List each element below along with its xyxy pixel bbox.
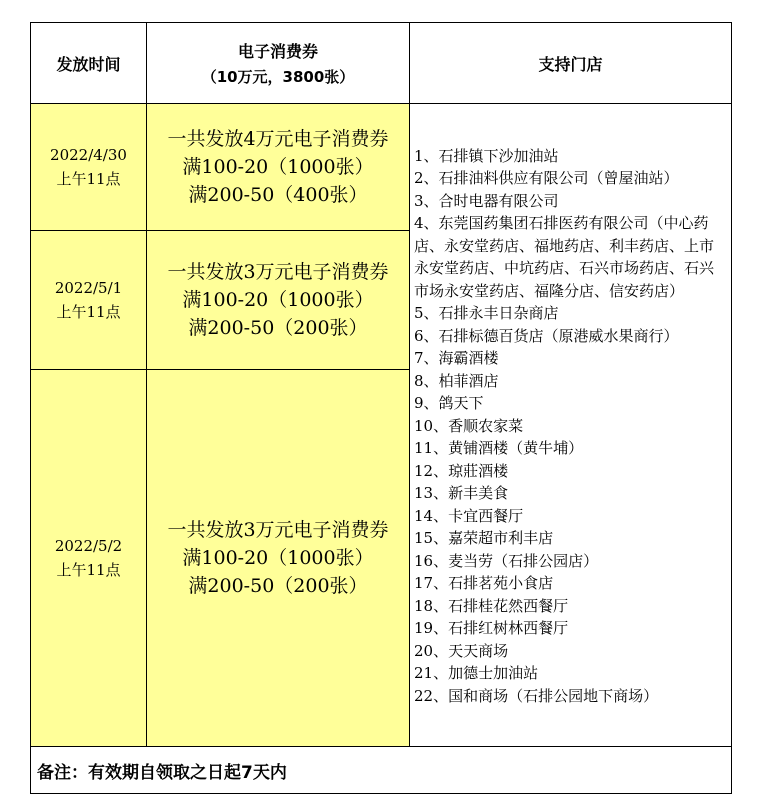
header-voucher <box>147 23 410 104</box>
store-item: 13、新丰美食 <box>414 484 509 503</box>
header-voucher-sub: （10万元，3800张） <box>201 68 355 86</box>
note-row <box>31 747 732 794</box>
store-item: 9、鸽天下 <box>414 394 484 413</box>
header-row <box>31 23 732 104</box>
store-item: 21、加德士加油站 <box>414 664 539 683</box>
store-item: 5、石排永丰日杂商店 <box>414 304 559 323</box>
store-item: 12、琼莊酒楼 <box>414 461 509 480</box>
note-text: 备注：有效期自领取之日起7天内 <box>31 747 732 794</box>
store-list <box>410 104 732 747</box>
voucher-total: 一共发放3万元电子消费券 <box>167 261 389 283</box>
store-item: 8、柏菲酒店 <box>414 371 499 390</box>
issue-time-1 <box>31 104 147 231</box>
voucher-tier-200: 满200-50（200张） <box>188 575 368 597</box>
voucher-tier-100: 满100-20（1000张） <box>182 289 374 311</box>
voucher-cell-2 <box>147 231 410 370</box>
store-item: 7、海霸酒楼 <box>414 349 499 368</box>
store-item: 17、石排茗苑小食店 <box>414 574 554 593</box>
voucher-tier-200: 满200-50（200张） <box>188 317 368 339</box>
issue-date: 2022/5/1 <box>54 279 123 297</box>
voucher-cell-3 <box>147 370 410 747</box>
store-item: 18、石排桂花然西餐厅 <box>414 596 569 615</box>
voucher-tier-200: 满200-50（400张） <box>188 184 368 206</box>
header-stores: 支持门店 <box>410 23 732 104</box>
store-item: 22、国和商场（石排公园地下商场） <box>414 686 659 705</box>
issue-time-3 <box>31 370 147 747</box>
header-voucher-title: 电子消费券 <box>237 42 318 61</box>
issue-time-2 <box>31 231 147 370</box>
store-item: 2、石排油料供应有限公司（曾屋油站） <box>414 169 679 188</box>
issue-hour: 上午11点 <box>56 561 121 579</box>
voucher-tier-100: 满100-20（1000张） <box>182 156 374 178</box>
store-item: 4、东莞国药集团石排医药有限公司（中心药店、永安堂药店、福地药店、利丰药店、上市永安堂药店、中坑药店、石兴市场药店、石兴市场永安堂药店、福隆分店、信安药店） <box>414 214 715 300</box>
store-item: 16、麦当劳（石排公园店） <box>414 551 599 570</box>
voucher-total: 一共发放3万元电子消费券 <box>167 519 389 541</box>
issue-row-1 <box>31 104 732 231</box>
voucher-total: 一共发放4万元电子消费券 <box>167 128 389 150</box>
voucher-table <box>30 22 732 794</box>
store-item: 15、嘉荣超市利丰店 <box>414 529 554 548</box>
issue-hour: 上午11点 <box>56 170 121 188</box>
store-item: 14、卡宜西餐厅 <box>414 506 524 525</box>
issue-date: 2022/4/30 <box>50 146 127 164</box>
store-item: 19、石排红树林西餐厅 <box>414 619 569 638</box>
header-time: 发放时间 <box>31 23 147 104</box>
store-item: 11、黄铺酒楼（黄牛埔） <box>414 439 584 458</box>
store-item: 20、天天商场 <box>414 641 509 660</box>
voucher-tier-100: 满100-20（1000张） <box>182 547 374 569</box>
issue-hour: 上午11点 <box>56 303 121 321</box>
issue-date: 2022/5/2 <box>54 537 123 555</box>
store-item: 1、石排镇下沙加油站 <box>414 146 559 165</box>
store-item: 10、香顺农家菜 <box>414 416 524 435</box>
store-item: 3、合时电器有限公司 <box>414 191 559 210</box>
store-item: 6、石排标德百货店（原港威水果商行） <box>414 326 679 345</box>
voucher-cell-1 <box>147 104 410 231</box>
